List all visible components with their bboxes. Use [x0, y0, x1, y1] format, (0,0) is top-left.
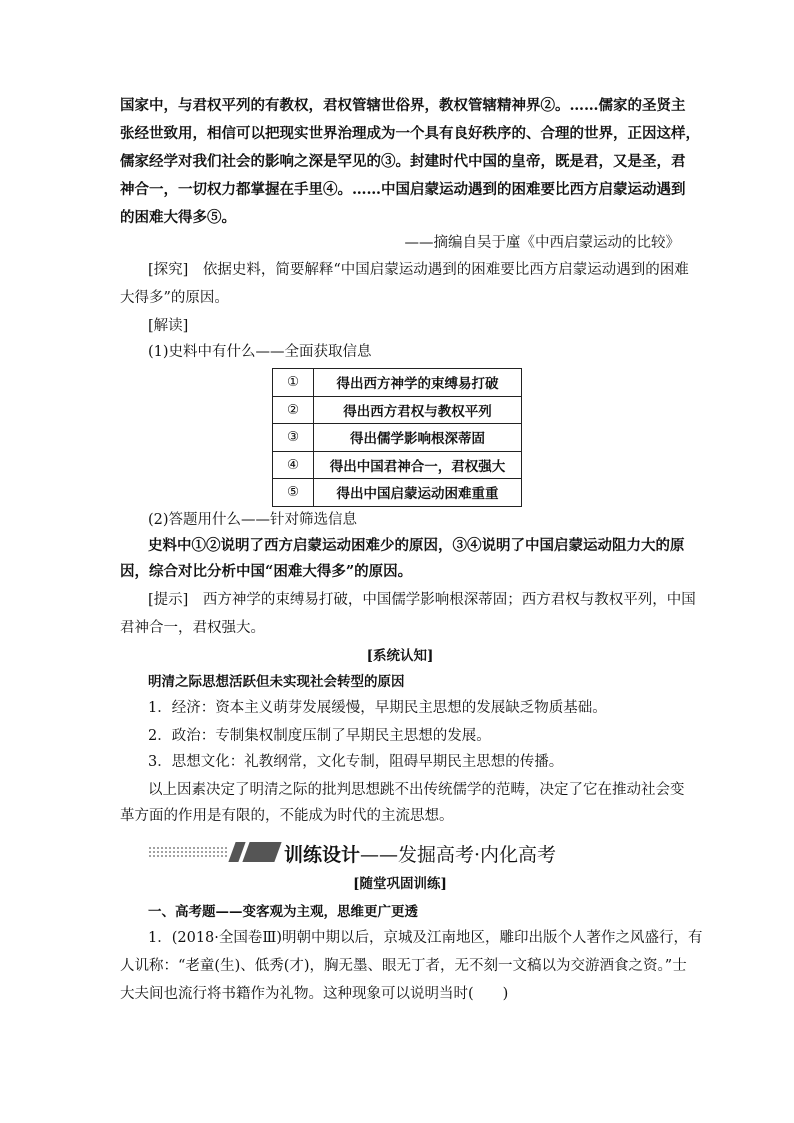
- section-banner: [148, 838, 688, 866]
- reason-item: 2．政治：专制集权制度压制了早期民主思想的发展。: [148, 728, 491, 744]
- row-number: ⑤: [273, 479, 314, 507]
- question-line: 1．(2018·全国卷Ⅲ)明朝中期以后，京城及江南地区，雕印出版个人著作之风盛行，有: [148, 930, 703, 946]
- text-line: 神合一，一切权力都掌握在手里④。……中国启蒙运动遇到的困难要比西方启蒙运动遇到: [120, 181, 686, 198]
- step2-heading: (2)答题用什么——针对筛选信息: [148, 512, 358, 528]
- step2-line: 史料中①②说明了西方启蒙运动困难少的原因，③④说明了中国启蒙运动阻力大的原: [148, 537, 685, 554]
- banner-bar-decoration: [242, 842, 281, 862]
- row-number: ①: [273, 369, 314, 397]
- row-text: 得出中国君神合一，君权强大: [314, 451, 522, 479]
- row-number: ③: [273, 424, 314, 452]
- text-line: 儒家经学对我们社会的影响之深是罕见的③。封建时代中国的皇帝，既是君，又是圣，君: [120, 153, 686, 170]
- source-citation: ——摘编自吴于廑《中西启蒙运动的比较》: [404, 235, 680, 251]
- explore-line: [探究] 依据史料，简要解释“中国启蒙运动遇到的困难要比西方启蒙运动遇到的困难: [148, 262, 689, 278]
- info-table: [272, 368, 522, 507]
- table-row: [273, 396, 522, 424]
- jiedu-label: [解读]: [148, 318, 189, 334]
- table-row: [273, 424, 522, 452]
- section-heading: 一、高考题——变客观为主观，思维更广更透: [148, 904, 418, 920]
- explore-line: 大得多”的原因。: [120, 290, 229, 306]
- row-number: ④: [273, 451, 314, 479]
- drill-heading: [随堂巩固训练]: [353, 876, 447, 892]
- table-row: [273, 451, 522, 479]
- row-text: 得出中国启蒙运动困难重重: [314, 479, 522, 507]
- hint-line: 君神合一，君权强大。: [120, 620, 265, 636]
- row-text: 得出西方君权与教权平列: [314, 396, 522, 424]
- row-text: 得出儒学影响根深蒂固: [314, 424, 522, 452]
- question-line: 大夫间也流行将书籍作为礼物。这种现象可以说明当时( ): [120, 986, 509, 1002]
- row-number: ②: [273, 396, 314, 424]
- row-text: 得出西方神学的束缚易打破: [314, 369, 522, 397]
- reason-title: 明清之际思想活跃但未实现社会转型的原因: [148, 674, 405, 690]
- reason-item: 3．思想文化：礼教纲常，文化专制，阻碍早期民主思想的传播。: [148, 754, 564, 770]
- reason-item: 1．经济：资本主义萌芽发展缓慢，早期民主思想的发展缺乏物质基础。: [148, 700, 607, 716]
- banner-sub: ——发掘高考·内化高考: [360, 844, 557, 866]
- step1-heading: (1)史料中有什么——全面获取信息: [148, 344, 372, 360]
- system-heading: [系统认知]: [366, 648, 434, 664]
- banner-dots-decoration: [148, 846, 228, 858]
- banner-main: 训练设计: [284, 844, 361, 866]
- step2-line: 因，综合对比分析中国“困难大得多”的原因。: [120, 563, 413, 580]
- text-line: 国家中，与君权平列的有教权，君权管辖世俗界，教权管辖精神界②。……儒家的圣贤主: [120, 97, 686, 114]
- text-line: 的困难大得多⑤。: [120, 209, 236, 226]
- banner-title: [284, 840, 556, 867]
- conclusion-line: 革方面的作用是有限的，不能成为时代的主流思想。: [120, 808, 454, 824]
- conclusion-line: 以上因素决定了明清之际的批判思想跳不出传统儒学的范畴，决定了它在推动社会变: [148, 782, 685, 798]
- text-line: 张经世致用，相信可以把现实世界治理成为一个具有良好秩序的、合理的世界，正因这样，: [120, 125, 700, 142]
- hint-line: [提示] 西方神学的束缚易打破，中国儒学影响根深蒂固；西方君权与教权平列，中国: [148, 592, 696, 608]
- table-row: [273, 369, 522, 397]
- table-row: [273, 479, 522, 507]
- question-line: 人讥称：“老童(生)、低秀(才)，胸无墨、眼无丁者，无不刻一文稿以为交游酒食之资。”士: [120, 958, 687, 974]
